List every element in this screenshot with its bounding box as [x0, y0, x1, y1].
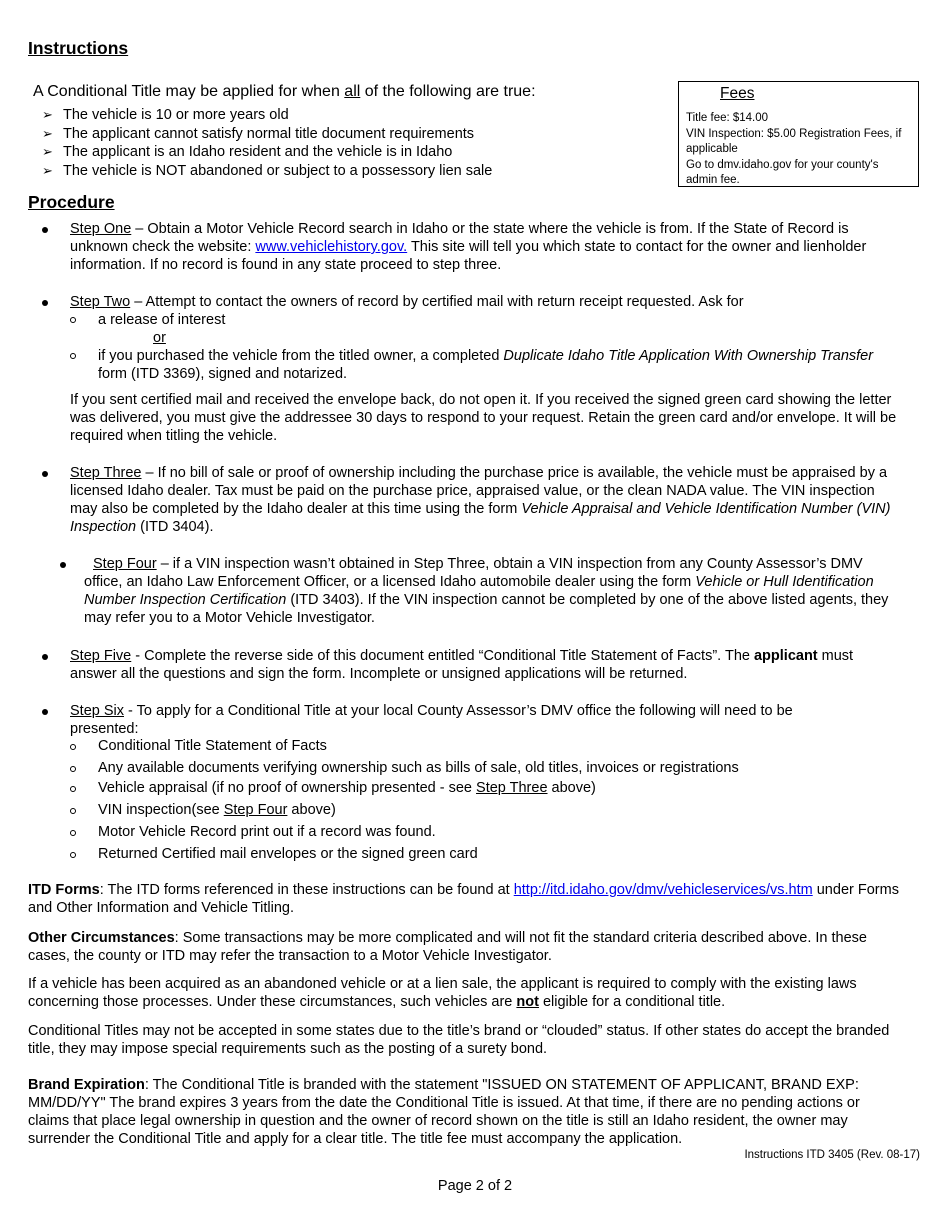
circle-bullet-icon — [70, 744, 76, 750]
bullet-icon — [42, 471, 48, 477]
step-six-item: Motor Vehicle Record print out if a record was found. — [98, 824, 436, 840]
list-item: ➢ The vehicle is NOT abandoned or subject to a possessory lien sale — [42, 162, 493, 179]
itd-forms-link[interactable]: http://itd.idaho.gov/dmv/vehicleservices/vs.htm — [513, 882, 813, 898]
bullet-icon — [42, 300, 48, 306]
step-six-item: Vehicle appraisal (if no proof of ownership presented - see Step Three above) — [98, 780, 596, 796]
arrow-bullet-icon: ➢ — [42, 125, 53, 141]
step-six-item: Returned Certified mail envelopes or the signed green card — [98, 846, 478, 862]
circle-bullet-icon — [70, 353, 76, 359]
states-paragraph: Conditional Titles may not be accepted in some states due to the title’s brand or “clouded” status. If other states do accept the branded title, they may impose special requirements such as the posting of a surety bond. — [28, 1023, 890, 1057]
fees-county-line: Go to dmv.idaho.gov for your county's admin fee. — [686, 158, 879, 186]
list-item: ➢ The applicant is an Idaho resident and the vehicle is in Idaho — [42, 144, 453, 160]
fees-vin-line: VIN Inspection: $5.00 Registration Fees, if applicable — [686, 127, 902, 155]
circle-bullet-icon — [70, 766, 76, 772]
step-three: Step Three – If no bill of sale or proof of ownership including the purchase price is available, the vehicle must be appraised by a licensed Idaho dealer. Tax must be paid on the purchase price, appraised value, or the clean NADA value. The VIN inspection may also be completed by the Idaho dealer at this time using the form Vehicle Appraisal and Vehicle Identification Number (VIN) Inspection (ITD 3404). — [70, 465, 891, 535]
arrow-bullet-icon: ➢ — [42, 162, 53, 178]
vehiclehistory-link[interactable]: www.vehiclehistory.gov. — [255, 239, 408, 255]
step-six: Step Six - To apply for a Conditional Title at your local County Assessor’s DMV office the following will need to be presented: — [70, 703, 793, 737]
abandoned-vehicle-paragraph: If a vehicle has been acquired as an abandoned vehicle or at a lien sale, the applicant is required to comply with the existing laws concerning those processes. Under these circumstances, such vehicles are not eligible for a conditional title. — [28, 976, 857, 1010]
step-two-option-duplicate: if you purchased the vehicle from the titled owner, a completed Duplicate Idaho Title Application With Ownership Transfer form (ITD 3369), signed and notarized. — [98, 348, 874, 382]
step-one: Step One – Obtain a Motor Vehicle Record search in Idaho or the state where the vehicle is from. If the State of Record is unknown check the website: www.vehiclehistory.gov. This site will tell you which state to contact for the owner and lienholder information. If no record is found in any state proceed to step three. — [70, 221, 867, 273]
step-six-item: Any available documents verifying ownership such as bills of sale, old titles, invoices or registrations — [98, 760, 739, 776]
instructions-heading: Instructions — [28, 38, 129, 58]
step-two-note: If you sent certified mail and received the envelope back, do not open it. If you received the signed green card showing the letter was delivered, you must give the addressee 30 days to respond to your request. Retain the green card and/or envelope. It will be required when titling the vehicle. — [70, 392, 897, 444]
step-four: Step Four – if a VIN inspection wasn’t obtained in Step Three, obtain a VIN inspection from any County Assessor’s DMV office, an Idaho Law Enforcement Officer, or a licensed Idaho automobile dealer using the form Vehicle or Hull Identification Number Inspection Certification (ITD 3403). If the VIN inspection cannot be completed by one of the above listed agents, they may refer you to a Motor Vehicle Investigator. — [84, 556, 889, 626]
procedure-heading: Procedure — [28, 192, 115, 212]
list-item: ➢ The applicant cannot satisfy normal title document requirements — [42, 125, 475, 142]
itd-forms-paragraph: ITD Forms: The ITD forms referenced in these instructions can be found at http://itd.idaho.gov/dmv/vehicleservices/vs.htm under Forms and Other Information and Vehicle Titling. — [28, 882, 899, 916]
circle-bullet-icon — [70, 786, 76, 792]
fees-box — [678, 81, 919, 187]
bullet-icon — [42, 709, 48, 715]
bullet-icon — [42, 654, 48, 660]
circle-bullet-icon — [70, 808, 76, 814]
fees-title-fee: Title fee: $14.00 — [686, 112, 769, 124]
arrow-bullet-icon: ➢ — [42, 144, 53, 159]
other-circumstances-paragraph: Other Circumstances: Some transactions may be more complicated and will not fit the standard criteria described above. In these cases, the county or ITD may refer the transaction to a Motor Vehicle Investigator. — [28, 930, 867, 964]
circle-bullet-icon — [70, 830, 76, 836]
fees-title: Fees — [720, 85, 755, 102]
step-five: Step Five - Complete the reverse side of this document entitled “Conditional Title Statement of Facts”. The applicant must answer all the questions and sign the form. Incomplete or unsigned applications will be returned. — [70, 648, 854, 682]
arrow-bullet-icon: ➢ — [42, 107, 53, 122]
step-two-option-release: a release of interest — [98, 312, 226, 328]
circle-bullet-icon — [70, 852, 76, 858]
circle-bullet-icon — [70, 317, 76, 323]
or-separator: or — [153, 330, 166, 346]
conditions-list — [42, 106, 662, 180]
bullet-icon — [60, 562, 66, 568]
page-number: Page 2 of 2 — [437, 1178, 513, 1194]
list-item: ➢ The vehicle is 10 or more years old — [42, 107, 289, 123]
step-six-item: VIN inspection(see Step Four above) — [98, 802, 336, 818]
bullet-icon — [42, 227, 48, 233]
step-two: Step Two – Attempt to contact the owners of record by certified mail with return receipt requested. Ask for — [70, 294, 744, 310]
form-id: Instructions ITD 3405 (Rev. 08-17) — [744, 1149, 920, 1161]
intro-sentence: A Conditional Title may be applied for when all of the following are true: — [33, 83, 536, 100]
brand-expiration-paragraph: Brand Expiration: The Conditional Title is branded with the statement "ISSUED ON STATEMENT OF APPLICANT, BRAND EXP: MM/DD/YY" The brand expires 3 years from the date the Conditional Title is issued. At that time, if there are no pending actions or claims that place legal ownership in question and the owner of record shown on the title is still an Idaho resident, the owner may surrender the Conditional Title and apply for a clear title. The title fee must accompany the application. — [28, 1077, 860, 1147]
step-six-item: Conditional Title Statement of Facts — [98, 738, 327, 754]
